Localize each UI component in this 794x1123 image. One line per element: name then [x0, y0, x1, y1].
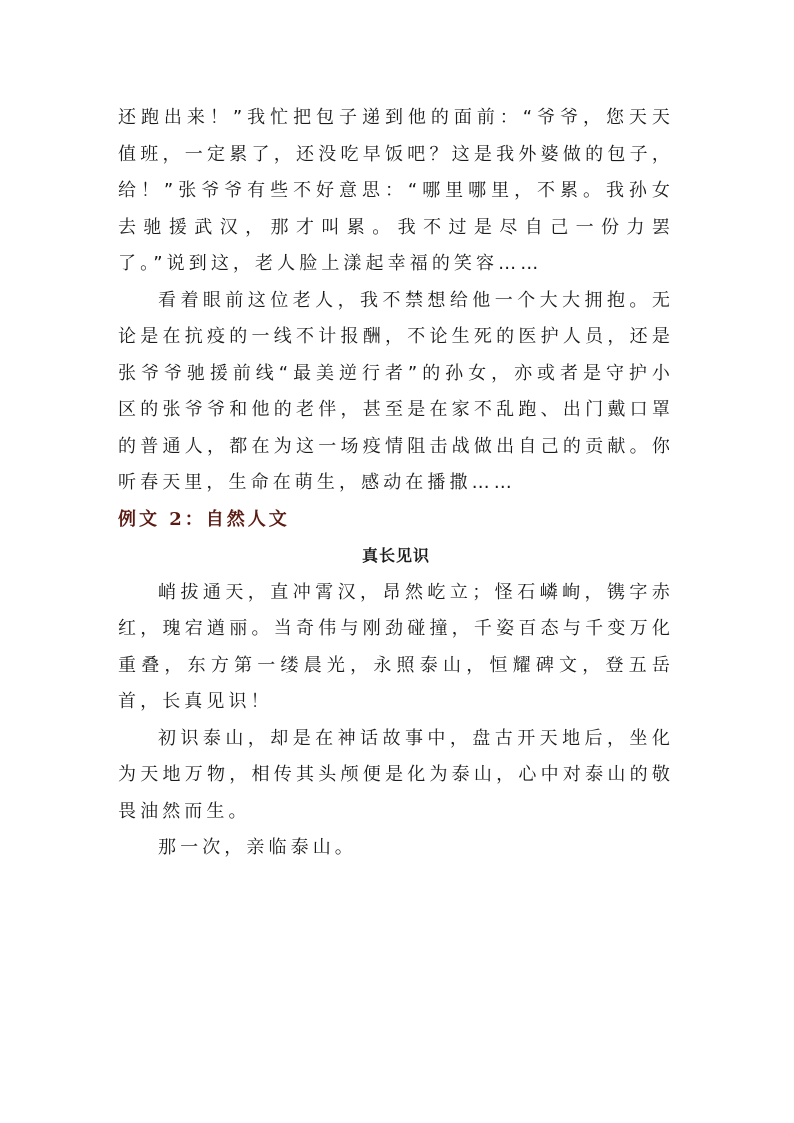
story-paragraph-2: 看着眼前这位老人，我不禁想给他一个大大拥抱。无论是在抗疫的一线不计报酬，不论生死的医护人员，还是张爷爷驰援前线“最美逆行者”的孙女，亦或者是守护小区的张爷爷和他的老伴，甚至是在家不乱跑、出门戴口罩的普通人，都在为这一场疫情阻击战做出自己的贡献。你听春天里，生命在萌生，感动在播撒…… [118, 289, 674, 493]
essay-paragraph-2: 初识泰山，却是在神话故事中，盘古开天地后，坐化为天地万物，相传其头颅便是化为泰山，心中对泰山的敬畏油然而生。 [118, 727, 674, 822]
essay-paragraph-3: 那一次，亲临泰山。 [158, 837, 357, 858]
essay-paragraph-1: 峭拔通天，直冲霄汉，昂然屹立；怪石嶙峋，镌字赤红，瑰宕遒丽。当奇伟与刚劲碰撞，千姿百态与千变万化重叠，东方第一缕晨光，永照泰山，恒耀碑文，登五岳首，长真见识！ [118, 581, 674, 712]
story-paragraph-1: 还跑出来！”我忙把包子递到他的面前：“爷爷，您天天值班，一定累了，还没吃早饭吧？这是我外婆做的包子，给！”张爷爷有些不好意思：“哪里哪里，不累。我孙女去驰援武汉，那才叫累。我不过是尽自己一份力罢了。”说到这，老人脸上漾起幸福的笑容…… [118, 107, 674, 274]
section-heading: 例文 2：自然人文 [118, 508, 290, 530]
document-page [118, 100, 674, 867]
essay-title: 真长见识 [361, 546, 430, 565]
